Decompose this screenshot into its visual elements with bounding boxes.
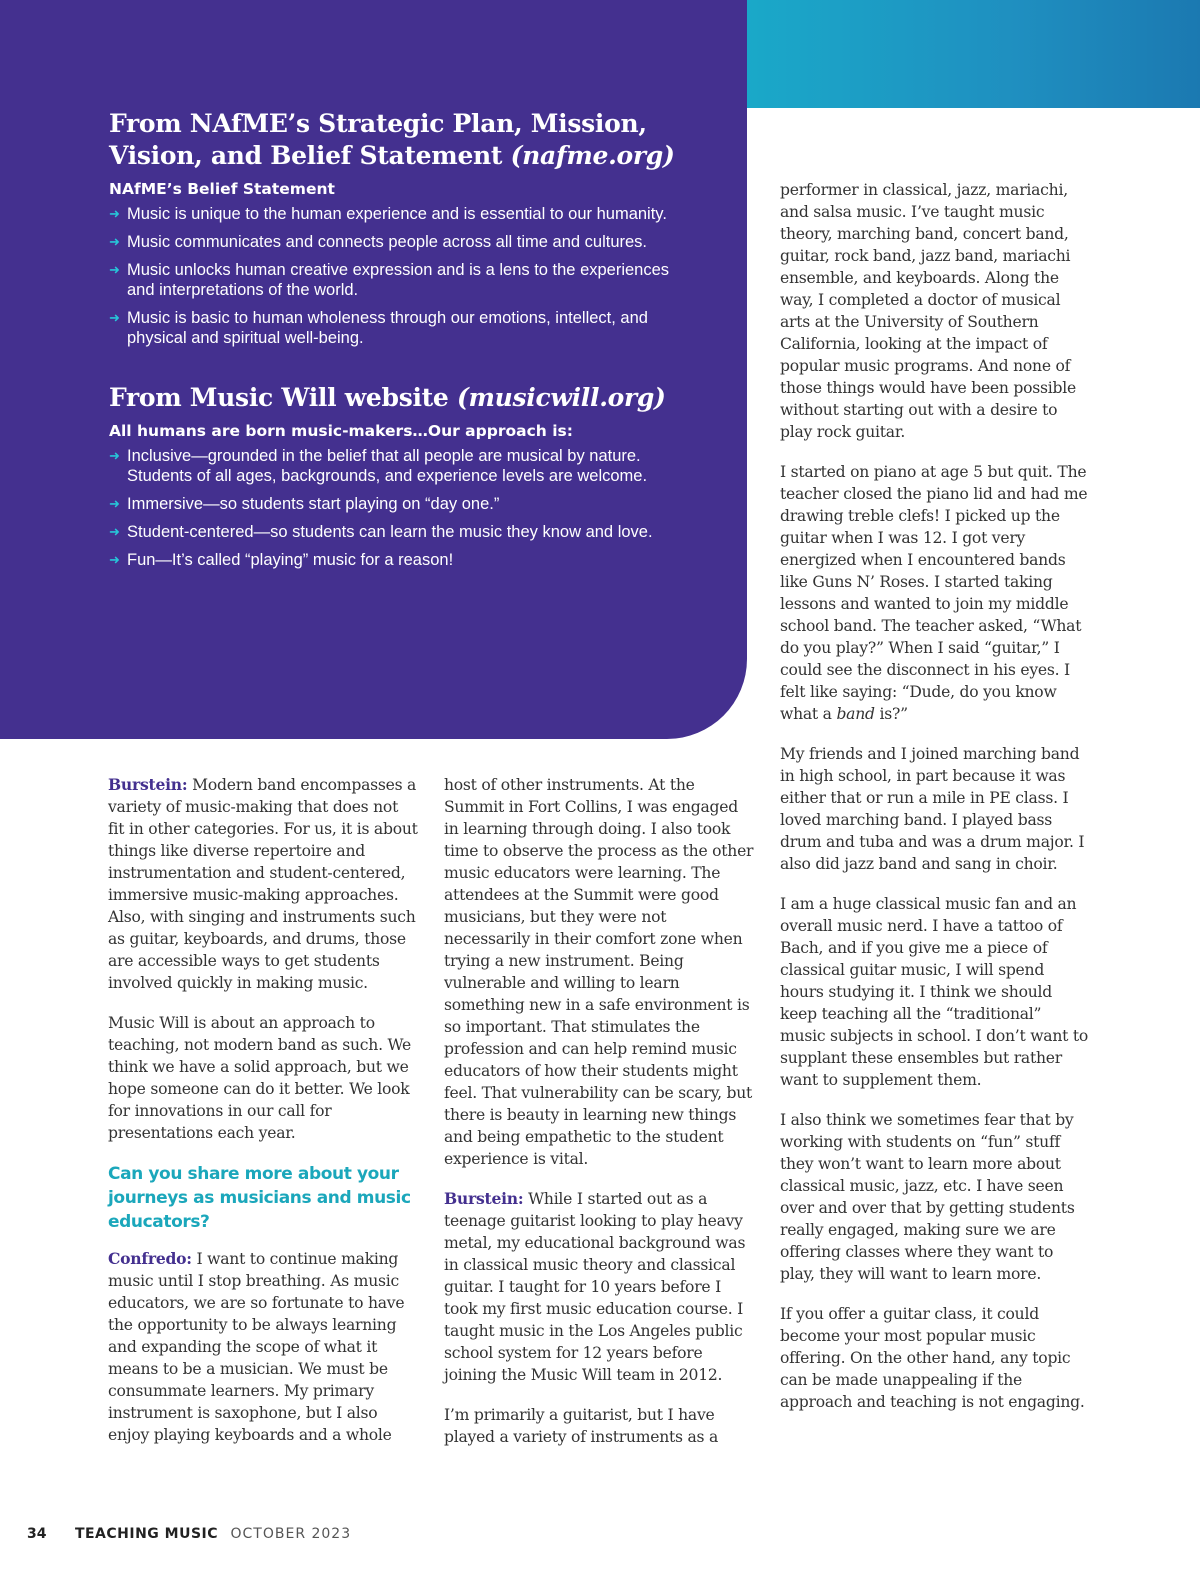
list-item-text: Music unlocks human creative expression and is a lens to the experiences and interpretations of the world. [127, 261, 670, 299]
list-item-text: Music communicates and connects people across all time and cultures. [127, 233, 647, 251]
list-item [109, 494, 699, 514]
list-item [109, 260, 699, 300]
paragraph-text: is?” [879, 705, 908, 723]
nafme-heading [109, 108, 699, 172]
paragraph-text: I started on piano at age 5 but quit. The teacher closed the piano lid and had me drawing treble clefs! I picked up the guitar when I was 12. I got very energized when I encountered bands like Guns N’ Roses. I started taking lessons and wanted to join my middle school band. The teacher asked, “What do you play?” When I said “guitar,” I could see the disconnect in his eyes. I felt like saying: “Dude, do you know what a [780, 463, 1088, 723]
arrow-icon: ➜ [109, 524, 120, 539]
arrow-icon: ➜ [109, 310, 120, 325]
nafme-url: (nafme.org) [510, 141, 675, 170]
nafme-heading-text: From NAfME’s Strategic Plan, Mission, Vision, and Belief Statement [109, 109, 647, 170]
list-item [109, 446, 699, 486]
list-item [109, 232, 699, 252]
emphasized-word: band [836, 705, 875, 723]
paragraph: My friends and I joined marching band in high school, in part because it was either that or run a mile in PE class. I loved marching band. I played bass drum and tuba and was a drum major. I also did jazz band and sang in choir. [780, 745, 1085, 873]
musicwill-subheading: All humans are born music-makers…Our approach is: [109, 422, 573, 440]
speaker-name: Confredo: [108, 1249, 192, 1268]
paragraph-text: I want to continue making music until I stop breathing. As music educators, we are so fortunate to have the opportunity to be always learning and expanding the scope of what it means to be a musician. We must be consummate learners. My primary instrument is saxophone, but I also enjoy playing keyboards and a whole [108, 1250, 405, 1444]
list-item-text: Immersive—so students start playing on “day one.” [127, 495, 500, 513]
teal-header-band [740, 0, 1200, 108]
article-column-1 [108, 774, 418, 1464]
paragraph: If you offer a guitar class, it could become your most popular music offering. On the other hand, any topic can be made unappealing if the approach and teaching is not engaging. [780, 1305, 1085, 1411]
paragraph [780, 461, 1090, 725]
paragraph [108, 1248, 418, 1446]
paragraph-text: Modern band encompasses a variety of music-making that does not fit in other categories. For us, it is about things like diverse repertoire and instrumentation and student-centered, immersive music-making approaches. Also, with singing and instruments such as guitar, keyboards, and drums, those are accessible ways to get students involved quickly in making music. [108, 776, 418, 992]
list-item-text: Music is basic to human wholeness through our emotions, intellect, and physical and spiritual well-being. [127, 309, 648, 347]
speaker-name: Burstein: [108, 775, 188, 794]
paragraph-text: While I started out as a teenage guitarist looking to play heavy metal, my educational background was in classical music theory and classical guitar. I taught for 10 years before I took my first music education course. I taught music in the Los Angeles public school system for 12 years before joining the Music Will team in 2012. [444, 1190, 746, 1384]
arrow-icon: ➜ [109, 552, 120, 567]
paragraph: I’m primarily a guitarist, but I have played a variety of instruments as a [444, 1406, 719, 1446]
paragraph: I am a huge classical music fan and an overall music nerd. I have a tattoo of Bach, and if you give me a piece of classical guitar music, I will spend hours studying it. I think we should keep teaching all the “traditional” music subjects in school. I don’t want to supplant these ensembles but rather want to supplement them. [780, 895, 1089, 1089]
list-item [109, 550, 699, 570]
article-column-2 [444, 774, 754, 1466]
paragraph: Music Will is about an approach to teaching, not modern band as such. We think we have a solid approach, but we hope someone can do it better. We look for innovations in our call for presentations each year. [108, 1014, 411, 1142]
speaker-name: Burstein: [444, 1189, 524, 1208]
paragraph: host of other instruments. At the Summit in Fort Collins, I was engaged in learning through doing. I also took time to observe the process as the other music educators were learning. The attendees at the Summit were good musicians, but they were not necessarily in their comfort zone when trying a new instrument. Being vulnerable and willing to learn something new in a safe environment is so important. That stimulates the profession and can help remind music educators of how their students might feel. That vulnerability can be scary, but there is beauty in learning new things and being empathetic to the student experience is vital. [444, 776, 754, 1168]
list-item-text: Fun—It’s called “playing” music for a reason! [127, 551, 454, 569]
list-item [109, 204, 699, 224]
nafme-belief-list [109, 204, 699, 348]
magazine-title: TEACHING MUSIC [74, 1526, 219, 1542]
list-item-text: Student-centered—so students can learn the music they know and love. [127, 523, 653, 541]
paragraph: I also think we sometimes fear that by working with students on “fun” stuff they won’t want to learn more about classical music, jazz, etc. I have seen over and over that by getting students really engaged, making sure we are offering classes where they want to play, they will want to learn more. [780, 1111, 1075, 1283]
nafme-subheading: NAfME’s Belief Statement [109, 180, 335, 198]
sidebar-content [109, 108, 699, 578]
list-item [109, 308, 699, 348]
list-item-text: Inclusive—grounded in the belief that all people are musical by nature. Students of all ages, backgrounds, and experience levels are welcome. [127, 447, 648, 485]
list-item [109, 522, 699, 542]
arrow-icon: ➜ [109, 448, 120, 463]
arrow-icon: ➜ [109, 262, 120, 277]
list-item-text: Music is unique to the human experience and is essential to our humanity. [127, 205, 667, 223]
paragraph [444, 1188, 754, 1386]
arrow-icon: ➜ [109, 234, 120, 249]
paragraph [108, 774, 418, 994]
issue-date: OCTOBER 2023 [230, 1526, 352, 1542]
page-number: 34 [27, 1526, 47, 1542]
sidebar-box [0, 0, 747, 739]
musicwill-heading-text: From Music Will website [109, 383, 449, 412]
musicwill-url: (musicwill.org) [456, 383, 666, 412]
interview-question: Can you share more about your journeys as musicians and music educators? [108, 1164, 411, 1232]
musicwill-heading [109, 382, 699, 414]
musicwill-approach-list [109, 446, 699, 570]
page-footer [27, 1526, 351, 1542]
article-column-3 [780, 179, 1090, 1431]
arrow-icon: ➜ [109, 496, 120, 511]
paragraph: performer in classical, jazz, mariachi, and salsa music. I’ve taught music theory, marching band, concert band, guitar, rock band, jazz band, mariachi ensemble, and keyboards. Along the way, I completed a doctor of musical arts at the University of Southern California, looking at the impact of popular music programs. And none of those things would have been possible without starting out with a desire to play rock guitar. [780, 181, 1076, 441]
arrow-icon: ➜ [109, 206, 120, 221]
